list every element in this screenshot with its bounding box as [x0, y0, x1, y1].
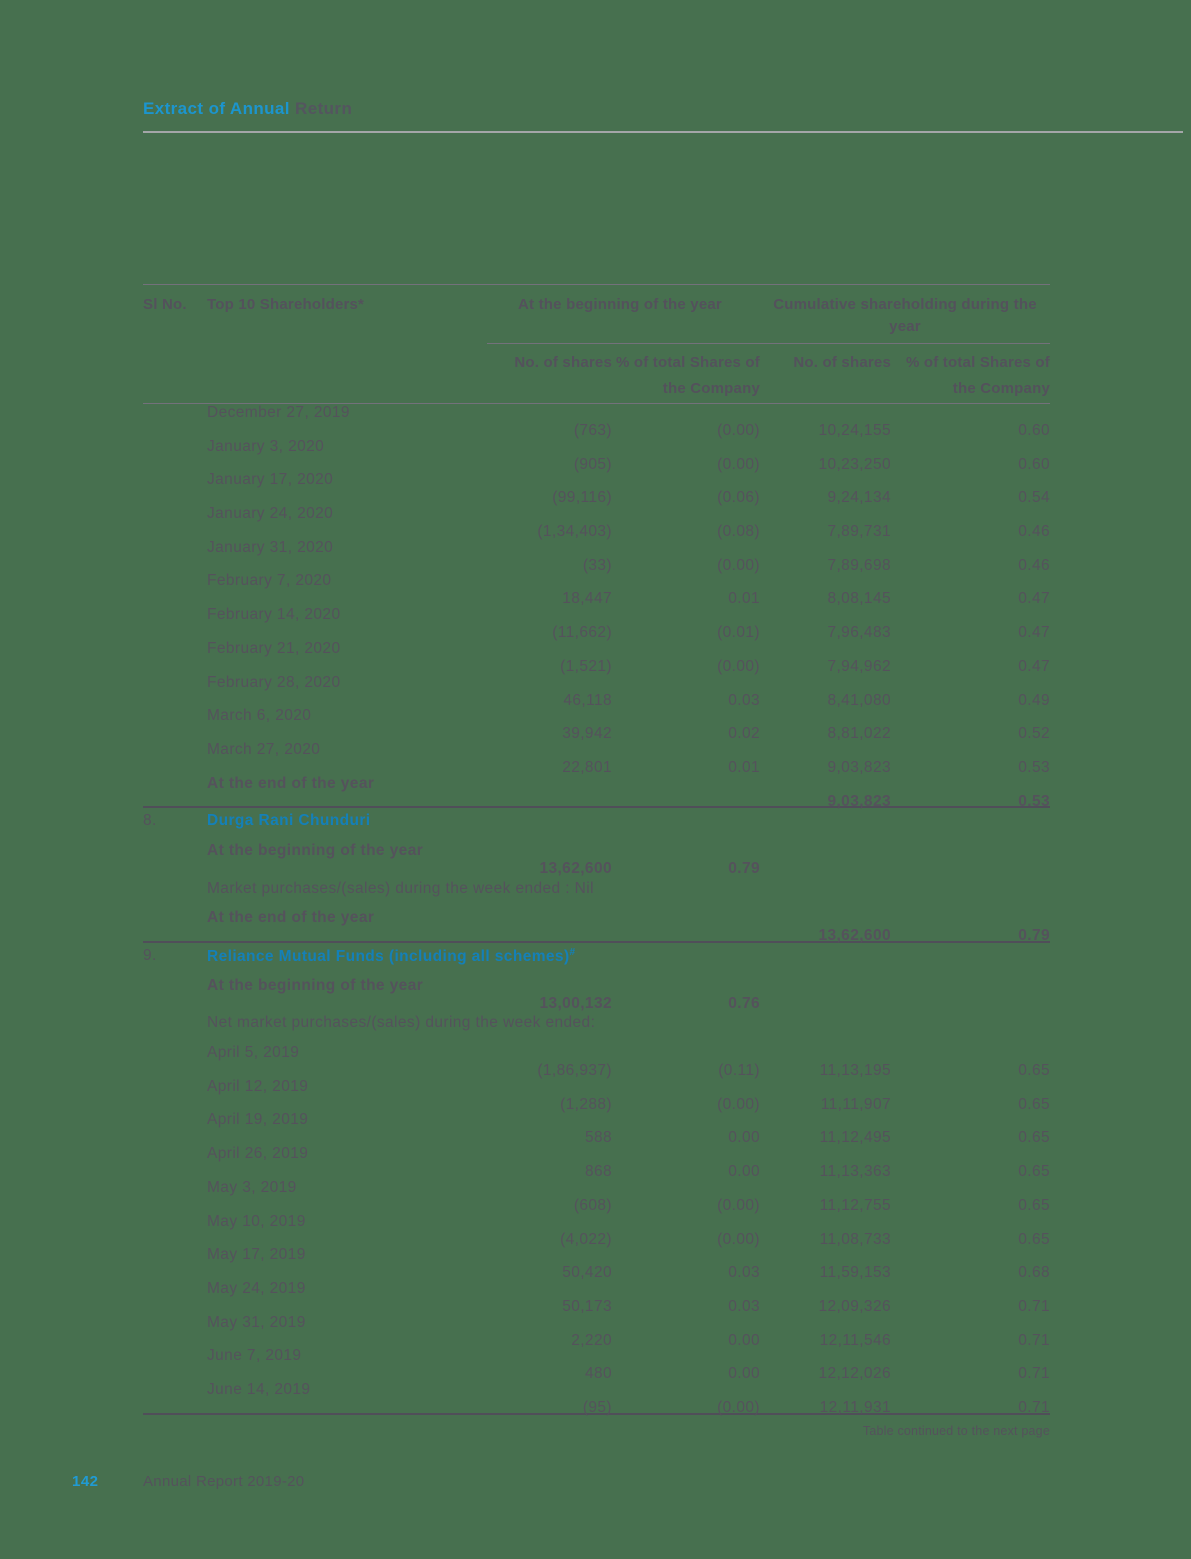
cell-shares-beginning: 868 [584, 1163, 612, 1181]
cell-shares-cumulative: 7,96,483 [827, 624, 891, 642]
cell-shares-beginning: 480 [584, 1365, 612, 1383]
cell-shares-beginning: 13,62,600 [539, 859, 612, 877]
cell-label: April 12, 2019 [207, 1077, 309, 1095]
header-pct-total-beginning: % of total Shares of the Company [615, 354, 760, 397]
cell-label: January 31, 2020 [207, 538, 334, 556]
footnote-marker: # [569, 946, 576, 958]
cell-label: Net market purchases/(sales) during the week ended: [207, 1014, 596, 1032]
table-row [143, 404, 1050, 438]
cell-pct-beginning: (0.00) [717, 1398, 760, 1416]
cell-label: May 17, 2019 [207, 1246, 306, 1264]
table-row [143, 1179, 1050, 1213]
cell-pct-beginning: 0.00 [728, 1331, 760, 1349]
table-row [143, 1145, 1050, 1179]
cell-pct-cumulative: 0.65 [1018, 1129, 1050, 1147]
cell-label: April 5, 2019 [207, 1044, 300, 1062]
page-number: 142 [72, 1473, 99, 1490]
table-row [143, 1280, 1050, 1314]
cell-pct-cumulative: 0.71 [1018, 1365, 1050, 1383]
cell-shares-beginning: (11,662) [552, 624, 612, 642]
page-title-rest: Return [289, 99, 353, 118]
table-row [143, 1111, 1050, 1145]
cell-shares-beginning: 22,801 [562, 758, 612, 776]
cell-shares-beginning: 50,173 [562, 1297, 612, 1315]
table-row [143, 606, 1050, 640]
cell-pct-cumulative: 0.53 [1018, 792, 1050, 810]
cell-pct-beginning: 0.00 [728, 1365, 760, 1383]
header-sl-no: Sl No. [143, 296, 187, 313]
cell-pct-beginning: (0.00) [717, 1196, 760, 1214]
header-cumulative-group: Cumulative shareholding during the year [773, 296, 1037, 335]
cell-shares-cumulative: 7,89,731 [827, 523, 891, 541]
cell-pct-cumulative: 0.68 [1018, 1264, 1050, 1282]
table-row [143, 505, 1050, 539]
cell-shares-cumulative: 12,11,546 [819, 1331, 891, 1349]
cell-pct-cumulative: 0.79 [1018, 927, 1050, 945]
cell-shares-beginning: (99,116) [552, 489, 612, 507]
cell-pct-cumulative: 0.60 [1018, 455, 1050, 473]
table-row [143, 1347, 1050, 1381]
cell-label: March 6, 2020 [207, 707, 312, 725]
cell-label: At the end of the year [207, 774, 375, 792]
cell-label: March 27, 2020 [207, 740, 321, 758]
cell-label: February 7, 2020 [207, 572, 332, 590]
table-row [143, 1213, 1050, 1247]
table-header [143, 284, 1050, 404]
table-row [143, 640, 1050, 674]
cell-pct-cumulative: 0.47 [1018, 624, 1050, 642]
cell-label: At the beginning of the year [207, 841, 424, 859]
cell-pct-beginning: 0.01 [728, 590, 760, 608]
cell-label: Durga Rani Chunduri [207, 812, 371, 830]
cell-shares-beginning: (33) [582, 556, 612, 574]
cell-pct-beginning: 0.02 [728, 725, 760, 743]
table-row [143, 808, 1050, 842]
cell-serial-number: 8. [143, 812, 157, 830]
cell-pct-cumulative: 0.71 [1018, 1398, 1050, 1416]
cell-shares-cumulative: 11,59,153 [819, 1264, 891, 1282]
cell-label: May 24, 2019 [207, 1279, 306, 1297]
table-row [143, 471, 1050, 505]
cell-label: December 27, 2019 [207, 404, 350, 421]
table-row [143, 539, 1050, 573]
cell-shares-beginning: 13,00,132 [539, 994, 612, 1012]
table-row [143, 842, 1050, 876]
cell-shares-cumulative: 11,08,733 [819, 1230, 891, 1248]
cell-pct-beginning: (0.00) [717, 556, 760, 574]
table-row [143, 674, 1050, 708]
header-beginning-group: At the beginning of the year [518, 296, 722, 313]
cell-label: January 3, 2020 [207, 437, 325, 455]
subheader-divider [487, 343, 1050, 344]
cell-label: May 3, 2019 [207, 1178, 297, 1196]
cell-pct-cumulative: 0.65 [1018, 1196, 1050, 1214]
cell-label: February 28, 2020 [207, 673, 341, 691]
cell-label: At the beginning of the year [207, 976, 424, 994]
cell-pct-cumulative: 0.47 [1018, 657, 1050, 675]
cell-pct-beginning: 0.03 [728, 691, 760, 709]
cell-shares-cumulative: 11,12,755 [819, 1196, 891, 1214]
cell-shares-cumulative: 10,24,155 [818, 422, 891, 439]
cell-pct-cumulative: 0.71 [1018, 1297, 1050, 1315]
cell-pct-beginning: 0.00 [728, 1163, 760, 1181]
cell-shares-beginning: (1,521) [560, 657, 612, 675]
header-pct-total-cumulative: % of total Shares of the Company [905, 354, 1050, 397]
page-title-accent: Extract of Annual [143, 99, 290, 118]
cell-label: June 14, 2019 [207, 1380, 311, 1398]
footer-report-label: Annual Report 2019-20 [143, 1473, 305, 1490]
cell-pct-beginning: 0.00 [728, 1129, 760, 1147]
cell-shares-cumulative: 12,12,026 [818, 1365, 891, 1383]
cell-label: Reliance Mutual Funds (including all schemes)# [207, 946, 576, 965]
cell-shares-beginning: 46,118 [563, 691, 612, 709]
cell-pct-beginning: 0.03 [728, 1264, 760, 1282]
cell-pct-beginning: (0.00) [717, 657, 760, 675]
cell-shares-cumulative: 8,41,080 [827, 691, 891, 709]
cell-shares-beginning: (95) [582, 1398, 612, 1416]
cell-pct-cumulative: 0.49 [1018, 691, 1050, 709]
cell-shares-beginning: 588 [584, 1129, 612, 1147]
cell-shares-cumulative: 10,23,250 [818, 455, 891, 473]
cell-shares-beginning: (905) [573, 455, 612, 473]
cell-shares-beginning: (763) [573, 422, 612, 439]
cell-pct-cumulative: 0.71 [1018, 1331, 1050, 1349]
cell-shares-beginning: (1,86,937) [537, 1062, 612, 1080]
cell-shares-cumulative: 7,89,698 [827, 556, 891, 574]
cell-pct-beginning: (0.00) [717, 422, 760, 439]
cell-shares-beginning: (1,34,403) [537, 523, 612, 541]
table-row [143, 1044, 1050, 1078]
cell-shares-beginning: (4,022) [560, 1230, 612, 1248]
cell-pct-beginning: (0.08) [717, 523, 760, 541]
cell-label: April 19, 2019 [207, 1111, 309, 1129]
cell-shares-cumulative: 8,08,145 [827, 590, 891, 608]
cell-pct-cumulative: 0.46 [1018, 523, 1050, 541]
table-row [143, 1078, 1050, 1112]
cell-label: May 10, 2019 [207, 1212, 306, 1230]
table-row [143, 909, 1050, 943]
page-title [143, 99, 352, 119]
cell-label: April 26, 2019 [207, 1145, 309, 1163]
cell-label: At the end of the year [207, 909, 375, 927]
cell-pct-cumulative: 0.46 [1018, 556, 1050, 574]
cell-shares-cumulative: 13,62,600 [818, 927, 891, 945]
cell-pct-cumulative: 0.53 [1018, 758, 1050, 776]
cell-shares-beginning: 50,420 [562, 1264, 612, 1282]
cell-shares-cumulative: 9,03,823 [827, 792, 891, 810]
cell-label: January 17, 2020 [207, 471, 334, 489]
cell-label: June 7, 2019 [207, 1347, 302, 1365]
cell-label: May 31, 2019 [207, 1313, 306, 1331]
cell-shares-beginning: (608) [573, 1196, 612, 1214]
cell-label: February 21, 2020 [207, 639, 341, 657]
table-row [143, 1381, 1050, 1415]
table-body [143, 404, 1050, 1415]
header-no-of-shares-cumulative: No. of shares [793, 354, 891, 371]
cell-serial-number: 9. [143, 947, 157, 965]
cell-shares-beginning: 39,942 [562, 725, 612, 743]
cell-pct-cumulative: 0.65 [1018, 1062, 1050, 1080]
cell-pct-beginning: (0.00) [717, 455, 760, 473]
cell-shares-cumulative: 11,11,907 [820, 1095, 891, 1113]
cell-shares-cumulative: 11,13,363 [819, 1163, 891, 1181]
cell-shares-cumulative: 11,13,195 [819, 1062, 891, 1080]
cell-pct-cumulative: 0.65 [1018, 1163, 1050, 1181]
cell-pct-cumulative: 0.65 [1018, 1230, 1050, 1248]
cell-pct-beginning: (0.00) [717, 1230, 760, 1248]
cell-label: January 24, 2020 [207, 505, 334, 523]
cell-shares-cumulative: 12,09,326 [818, 1297, 891, 1315]
cell-pct-beginning: 0.01 [728, 758, 760, 776]
header-no-of-shares-beginning: No. of shares [514, 354, 612, 371]
cell-pct-cumulative: 0.65 [1018, 1095, 1050, 1113]
table-row [143, 741, 1050, 775]
shareholding-table [143, 284, 1050, 1438]
cell-shares-cumulative: 12,11,931 [819, 1398, 891, 1416]
cell-pct-beginning: (0.00) [717, 1095, 760, 1113]
cell-label: February 14, 2020 [207, 606, 341, 624]
cell-pct-beginning: 0.03 [728, 1297, 760, 1315]
cell-pct-beginning: (0.11) [718, 1062, 760, 1080]
cell-shares-cumulative: 8,81,022 [827, 725, 891, 743]
cell-pct-beginning: (0.01) [717, 624, 760, 642]
cell-pct-cumulative: 0.54 [1018, 489, 1050, 507]
cell-label: Market purchases/(sales) during the week ended : Nil [207, 879, 594, 897]
cell-shares-cumulative: 11,12,495 [819, 1129, 891, 1147]
header-shareholders: Top 10 Shareholders* [207, 296, 365, 313]
continuation-note: Table continued to the next page [862, 1424, 1050, 1438]
table-row [143, 876, 1050, 910]
table-row [143, 943, 1050, 977]
table-row [143, 1010, 1050, 1044]
table-row [143, 572, 1050, 606]
cell-shares-cumulative: 7,94,962 [827, 657, 891, 675]
cell-pct-beginning: 0.76 [728, 994, 760, 1012]
cell-shares-cumulative: 9,24,134 [827, 489, 891, 507]
table-row [143, 1314, 1050, 1348]
table-row [143, 775, 1050, 809]
cell-pct-cumulative: 0.60 [1018, 422, 1050, 439]
table-row [143, 1246, 1050, 1280]
cell-pct-beginning: (0.06) [717, 489, 760, 507]
table-row [143, 707, 1050, 741]
title-divider [143, 131, 1183, 133]
cell-pct-cumulative: 0.47 [1018, 590, 1050, 608]
cell-pct-cumulative: 0.52 [1018, 725, 1050, 743]
cell-pct-beginning: 0.79 [728, 859, 760, 877]
cell-shares-beginning: 18,447 [562, 590, 612, 608]
table-row [143, 438, 1050, 472]
cell-shares-beginning: 2,220 [571, 1331, 612, 1349]
cell-shares-cumulative: 9,03,823 [827, 758, 891, 776]
cell-shares-beginning: (1,288) [560, 1095, 612, 1113]
table-row [143, 977, 1050, 1011]
